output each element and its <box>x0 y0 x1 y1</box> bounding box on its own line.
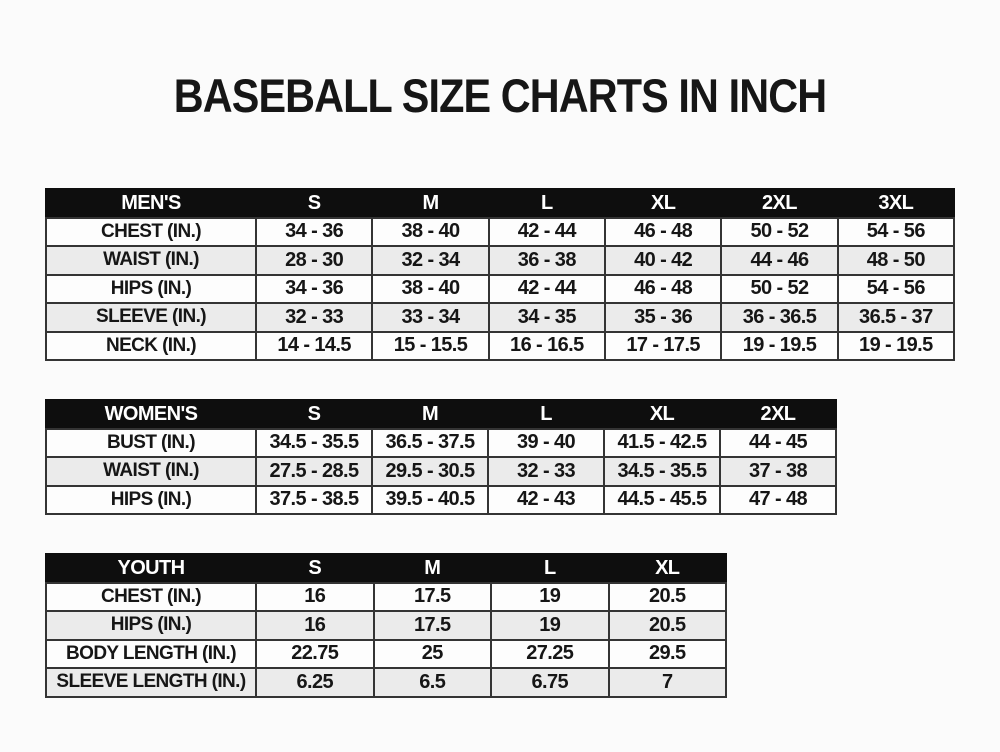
size-column-header: XL <box>609 554 727 583</box>
size-value-cell: 39.5 - 40.5 <box>372 486 488 515</box>
size-value-cell: 42 - 44 <box>489 275 605 304</box>
size-column-header: S <box>256 554 374 583</box>
measurement-label-cell: CHEST (IN.) <box>46 583 256 612</box>
size-value-cell: 47 - 48 <box>720 486 836 515</box>
size-value-cell: 29.5 <box>609 640 727 669</box>
size-value-cell: 32 - 33 <box>488 457 604 486</box>
size-value-cell: 6.5 <box>374 668 492 697</box>
size-value-cell: 19 <box>491 611 609 640</box>
measurement-label-cell: HIPS (IN.) <box>46 486 256 515</box>
size-column-header: 2XL <box>720 400 836 429</box>
size-value-cell: 42 - 43 <box>488 486 604 515</box>
page-title: BASEBALL SIZE CHARTS IN INCH <box>173 69 827 122</box>
size-value-cell: 37 - 38 <box>720 457 836 486</box>
size-value-cell: 17.5 <box>374 611 492 640</box>
measurement-label-cell: CHEST (IN.) <box>46 218 256 247</box>
size-value-cell: 36.5 - 37 <box>838 303 954 332</box>
size-value-cell: 34 - 36 <box>256 275 372 304</box>
table-title-cell: WOMEN'S <box>46 400 256 429</box>
size-value-cell: 22.75 <box>256 640 374 669</box>
size-value-cell: 29.5 - 30.5 <box>372 457 488 486</box>
size-value-cell: 34.5 - 35.5 <box>256 429 372 458</box>
table-row <box>46 332 954 361</box>
size-column-header: S <box>256 189 372 218</box>
size-value-cell: 27.25 <box>491 640 609 669</box>
size-value-cell: 20.5 <box>609 611 727 640</box>
size-column-header: L <box>488 400 604 429</box>
size-value-cell: 7 <box>609 668 727 697</box>
table-row <box>46 303 954 332</box>
measurement-label-cell: BUST (IN.) <box>46 429 256 458</box>
size-column-header: 3XL <box>838 189 954 218</box>
size-column-header: L <box>491 554 609 583</box>
table-row <box>46 640 726 669</box>
size-value-cell: 20.5 <box>609 583 727 612</box>
size-column-header: 2XL <box>721 189 837 218</box>
table-row <box>46 668 726 697</box>
measurement-label-cell: BODY LENGTH (IN.) <box>46 640 256 669</box>
size-value-cell: 38 - 40 <box>372 275 488 304</box>
table-row <box>46 429 836 458</box>
header-row <box>46 189 954 218</box>
size-value-cell: 16 - 16.5 <box>489 332 605 361</box>
measurement-label-cell: HIPS (IN.) <box>46 611 256 640</box>
size-value-cell: 19 <box>491 583 609 612</box>
size-value-cell: 36.5 - 37.5 <box>372 429 488 458</box>
size-value-cell: 34 - 36 <box>256 218 372 247</box>
size-value-cell: 6.25 <box>256 668 374 697</box>
size-value-cell: 32 - 34 <box>372 246 488 275</box>
size-value-cell: 50 - 52 <box>721 218 837 247</box>
size-value-cell: 36 - 36.5 <box>721 303 837 332</box>
size-value-cell: 28 - 30 <box>256 246 372 275</box>
size-column-header: M <box>374 554 492 583</box>
measurement-label-cell: WAIST (IN.) <box>46 457 256 486</box>
size-value-cell: 34 - 35 <box>489 303 605 332</box>
size-value-cell: 27.5 - 28.5 <box>256 457 372 486</box>
size-value-cell: 16 <box>256 583 374 612</box>
table-row <box>46 457 836 486</box>
youth-size-table <box>45 553 727 698</box>
size-column-header: M <box>372 189 488 218</box>
size-value-cell: 46 - 48 <box>605 275 721 304</box>
size-value-cell: 25 <box>374 640 492 669</box>
size-value-cell: 6.75 <box>491 668 609 697</box>
table-row <box>46 218 954 247</box>
size-value-cell: 42 - 44 <box>489 218 605 247</box>
size-value-cell: 37.5 - 38.5 <box>256 486 372 515</box>
size-value-cell: 19 - 19.5 <box>838 332 954 361</box>
table-row <box>46 583 726 612</box>
size-value-cell: 17 - 17.5 <box>605 332 721 361</box>
size-value-cell: 16 <box>256 611 374 640</box>
size-value-cell: 54 - 56 <box>838 218 954 247</box>
measurement-label-cell: SLEEVE LENGTH (IN.) <box>46 668 256 697</box>
size-value-cell: 32 - 33 <box>256 303 372 332</box>
measurement-label-cell: NECK (IN.) <box>46 332 256 361</box>
header-row <box>46 400 836 429</box>
size-column-header: L <box>489 189 605 218</box>
size-value-cell: 36 - 38 <box>489 246 605 275</box>
measurement-label-cell: SLEEVE (IN.) <box>46 303 256 332</box>
size-value-cell: 44 - 45 <box>720 429 836 458</box>
size-value-cell: 50 - 52 <box>721 275 837 304</box>
header-row <box>46 554 726 583</box>
table-row <box>46 275 954 304</box>
size-value-cell: 48 - 50 <box>838 246 954 275</box>
size-column-header: XL <box>605 189 721 218</box>
size-value-cell: 54 - 56 <box>838 275 954 304</box>
measurement-label-cell: WAIST (IN.) <box>46 246 256 275</box>
size-value-cell: 14 - 14.5 <box>256 332 372 361</box>
measurement-label-cell: HIPS (IN.) <box>46 275 256 304</box>
size-value-cell: 38 - 40 <box>372 218 488 247</box>
mens-size-table <box>45 188 955 361</box>
table-row <box>46 246 954 275</box>
size-value-cell: 39 - 40 <box>488 429 604 458</box>
table-row <box>46 486 836 515</box>
table-title-cell: YOUTH <box>46 554 256 583</box>
size-value-cell: 34.5 - 35.5 <box>604 457 720 486</box>
size-column-header: XL <box>604 400 720 429</box>
table-title-cell: MEN'S <box>46 189 256 218</box>
size-value-cell: 40 - 42 <box>605 246 721 275</box>
table-row <box>46 611 726 640</box>
size-value-cell: 46 - 48 <box>605 218 721 247</box>
womens-size-table <box>45 399 837 515</box>
size-value-cell: 17.5 <box>374 583 492 612</box>
size-value-cell: 44.5 - 45.5 <box>604 486 720 515</box>
size-value-cell: 19 - 19.5 <box>721 332 837 361</box>
size-value-cell: 15 - 15.5 <box>372 332 488 361</box>
size-column-header: M <box>372 400 488 429</box>
size-value-cell: 44 - 46 <box>721 246 837 275</box>
size-column-header: S <box>256 400 372 429</box>
size-value-cell: 41.5 - 42.5 <box>604 429 720 458</box>
size-value-cell: 35 - 36 <box>605 303 721 332</box>
size-value-cell: 33 - 34 <box>372 303 488 332</box>
